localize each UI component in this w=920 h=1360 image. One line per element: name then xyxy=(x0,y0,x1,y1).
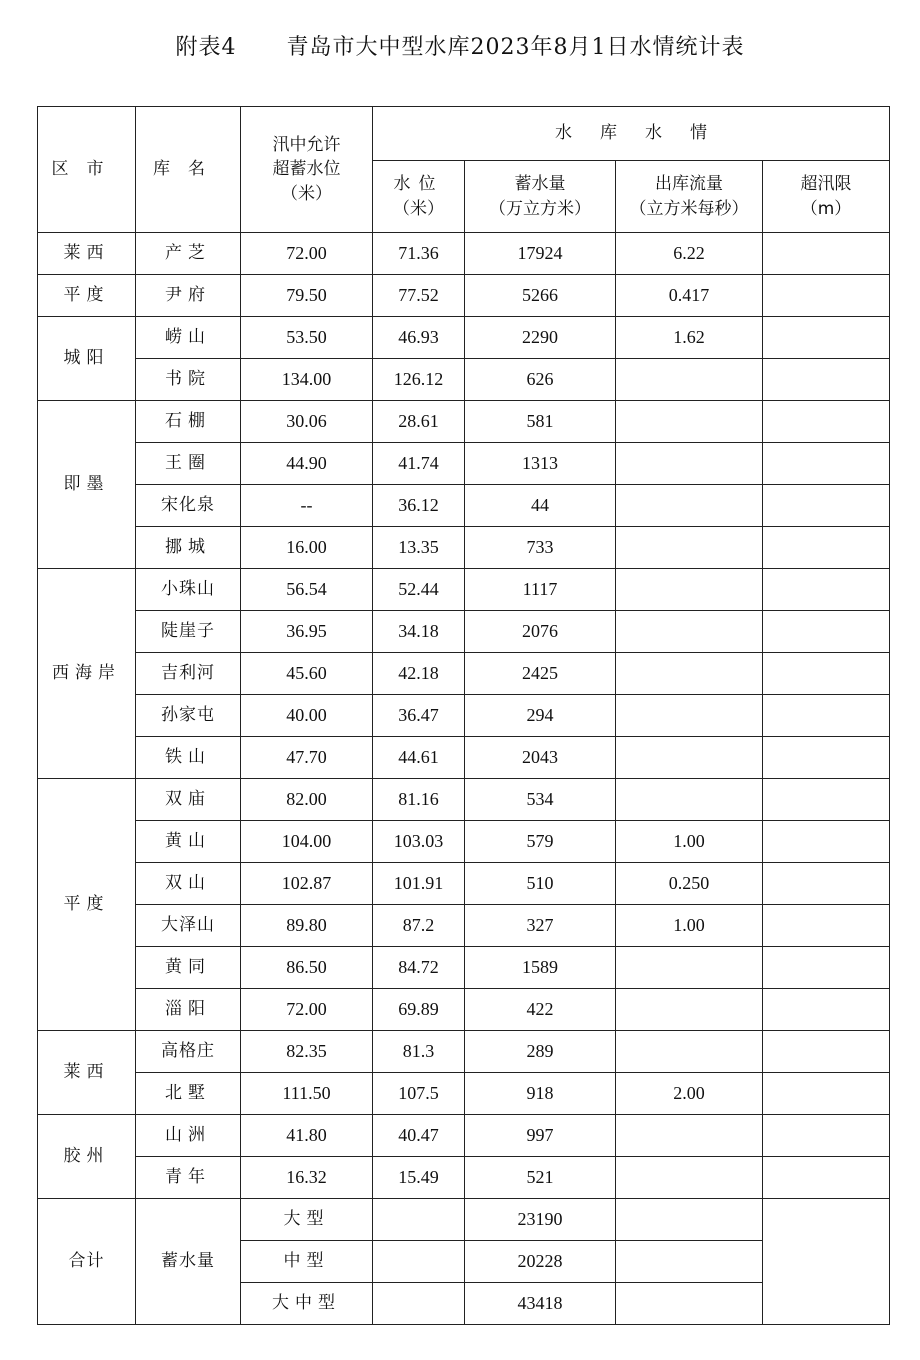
limit-level: -- xyxy=(241,485,373,527)
total-storage: 20228 xyxy=(465,1241,616,1283)
over-limit xyxy=(763,737,890,779)
total-type: 大中型 xyxy=(241,1283,373,1325)
limit-level: 111.50 xyxy=(241,1073,373,1115)
limit-level: 82.00 xyxy=(241,779,373,821)
total-sublabel: 蓄水量 xyxy=(136,1199,241,1325)
total-label: 合计 xyxy=(38,1199,136,1325)
table-row xyxy=(38,1115,890,1157)
outflow: 1.00 xyxy=(616,905,763,947)
reservoir-name: 双山 xyxy=(136,863,241,905)
over-limit xyxy=(763,569,890,611)
table-row xyxy=(38,1073,890,1115)
water-level: 40.47 xyxy=(373,1115,465,1157)
table-row xyxy=(38,611,890,653)
storage: 1117 xyxy=(465,569,616,611)
water-level: 34.18 xyxy=(373,611,465,653)
water-level: 71.36 xyxy=(373,233,465,275)
limit-level: 16.00 xyxy=(241,527,373,569)
limit-level: 47.70 xyxy=(241,737,373,779)
over-limit xyxy=(763,1157,890,1199)
over-limit xyxy=(763,359,890,401)
over-limit xyxy=(763,317,890,359)
table-row xyxy=(38,1157,890,1199)
storage: 579 xyxy=(465,821,616,863)
over-limit xyxy=(763,1073,890,1115)
header-level-line1: 水位 xyxy=(393,173,444,194)
water-level: 36.47 xyxy=(373,695,465,737)
reservoir-name: 青年 xyxy=(136,1157,241,1199)
reservoir-name: 尹府 xyxy=(136,275,241,317)
outflow xyxy=(616,1157,763,1199)
limit-level: 134.00 xyxy=(241,359,373,401)
header-outflow-line1: 出库流量 xyxy=(655,173,723,194)
total-type: 大型 xyxy=(241,1199,373,1241)
table-row xyxy=(38,821,890,863)
header-level xyxy=(373,161,465,233)
header-district: 区市 xyxy=(38,107,136,233)
reservoir-name: 山洲 xyxy=(136,1115,241,1157)
storage: 626 xyxy=(465,359,616,401)
limit-level: 41.80 xyxy=(241,1115,373,1157)
over-limit xyxy=(763,821,890,863)
limit-level: 53.50 xyxy=(241,317,373,359)
table-row xyxy=(38,947,890,989)
limit-level: 45.60 xyxy=(241,653,373,695)
table-row xyxy=(38,653,890,695)
reservoir-name: 高格庄 xyxy=(136,1031,241,1073)
over-limit xyxy=(763,527,890,569)
outflow xyxy=(616,653,763,695)
storage: 5266 xyxy=(465,275,616,317)
storage: 733 xyxy=(465,527,616,569)
header-limit-line1: 汛中允许 xyxy=(272,134,341,155)
district-cell: 城阳 xyxy=(38,317,136,401)
header-over xyxy=(763,161,890,233)
district-cell: 平度 xyxy=(38,779,136,1031)
storage: 521 xyxy=(465,1157,616,1199)
table-row xyxy=(38,317,890,359)
table-row xyxy=(38,401,890,443)
storage: 997 xyxy=(465,1115,616,1157)
reservoir-name: 双庙 xyxy=(136,779,241,821)
table-row xyxy=(38,569,890,611)
header-limit xyxy=(241,107,373,233)
outflow xyxy=(616,737,763,779)
storage: 918 xyxy=(465,1073,616,1115)
limit-level: 40.00 xyxy=(241,695,373,737)
limit-level: 89.80 xyxy=(241,905,373,947)
limit-level: 72.00 xyxy=(241,989,373,1031)
over-limit xyxy=(763,611,890,653)
total-storage: 23190 xyxy=(465,1199,616,1241)
storage: 581 xyxy=(465,401,616,443)
outflow xyxy=(616,359,763,401)
total-type: 中型 xyxy=(241,1241,373,1283)
reservoir-name: 孙家屯 xyxy=(136,695,241,737)
water-level: 69.89 xyxy=(373,989,465,1031)
over-limit xyxy=(763,233,890,275)
header-level-line2: （米） xyxy=(393,198,444,219)
table-row xyxy=(38,779,890,821)
limit-level: 36.95 xyxy=(241,611,373,653)
outflow xyxy=(616,947,763,989)
storage: 510 xyxy=(465,863,616,905)
outflow: 6.22 xyxy=(616,233,763,275)
table-row xyxy=(38,863,890,905)
over-limit xyxy=(763,989,890,1031)
water-level: 44.61 xyxy=(373,737,465,779)
reservoir-name: 挪城 xyxy=(136,527,241,569)
storage: 422 xyxy=(465,989,616,1031)
storage: 44 xyxy=(465,485,616,527)
total-outflow xyxy=(616,1199,763,1241)
total-over xyxy=(763,1199,890,1325)
outflow xyxy=(616,569,763,611)
reservoir-name: 产芝 xyxy=(136,233,241,275)
reservoir-name: 北墅 xyxy=(136,1073,241,1115)
over-limit xyxy=(763,1115,890,1157)
outflow xyxy=(616,989,763,1031)
outflow xyxy=(616,401,763,443)
district-cell: 西海岸 xyxy=(38,569,136,779)
over-limit xyxy=(763,485,890,527)
page-title xyxy=(0,30,920,61)
over-limit xyxy=(763,947,890,989)
district-cell: 莱西 xyxy=(38,233,136,275)
total-storage: 43418 xyxy=(465,1283,616,1325)
table-row xyxy=(38,485,890,527)
header-over-line2: （m） xyxy=(800,198,852,219)
outflow: 1.62 xyxy=(616,317,763,359)
over-limit xyxy=(763,653,890,695)
table-row xyxy=(38,443,890,485)
reservoir-name: 大泽山 xyxy=(136,905,241,947)
water-level: 81.3 xyxy=(373,1031,465,1073)
outflow xyxy=(616,695,763,737)
limit-level: 56.54 xyxy=(241,569,373,611)
reservoir-name: 王圈 xyxy=(136,443,241,485)
total-row xyxy=(38,1199,890,1241)
outflow xyxy=(616,443,763,485)
reservoir-name: 陡崖子 xyxy=(136,611,241,653)
district-cell: 平度 xyxy=(38,275,136,317)
header-group: 水库水情 xyxy=(373,107,890,161)
outflow xyxy=(616,1031,763,1073)
total-level xyxy=(373,1241,465,1283)
over-limit xyxy=(763,1031,890,1073)
water-level: 28.61 xyxy=(373,401,465,443)
storage: 327 xyxy=(465,905,616,947)
outflow xyxy=(616,611,763,653)
water-level: 13.35 xyxy=(373,527,465,569)
table-row xyxy=(38,527,890,569)
storage: 534 xyxy=(465,779,616,821)
over-limit xyxy=(763,401,890,443)
table-row xyxy=(38,1031,890,1073)
title-main: 青岛市大中型水库2023年8月1日水情统计表 xyxy=(286,35,745,60)
reservoir-name: 黄山 xyxy=(136,821,241,863)
table-row xyxy=(38,275,890,317)
district-cell: 即墨 xyxy=(38,401,136,569)
over-limit xyxy=(763,443,890,485)
water-level: 107.5 xyxy=(373,1073,465,1115)
limit-level: 104.00 xyxy=(241,821,373,863)
header-storage xyxy=(465,161,616,233)
outflow xyxy=(616,485,763,527)
over-limit xyxy=(763,863,890,905)
header-limit-line3: （米） xyxy=(281,183,332,204)
storage: 1313 xyxy=(465,443,616,485)
header-limit-line2: 超蓄水位 xyxy=(272,159,341,180)
district-cell: 莱西 xyxy=(38,1031,136,1115)
water-level: 77.52 xyxy=(373,275,465,317)
header-outflow xyxy=(616,161,763,233)
table-row xyxy=(38,695,890,737)
over-limit xyxy=(763,695,890,737)
water-level: 36.12 xyxy=(373,485,465,527)
water-level: 84.72 xyxy=(373,947,465,989)
outflow xyxy=(616,527,763,569)
outflow: 1.00 xyxy=(616,821,763,863)
total-outflow xyxy=(616,1241,763,1283)
water-level: 126.12 xyxy=(373,359,465,401)
storage: 17924 xyxy=(465,233,616,275)
water-level: 87.2 xyxy=(373,905,465,947)
reservoir-name: 吉利河 xyxy=(136,653,241,695)
over-limit xyxy=(763,905,890,947)
reservoir-name: 石棚 xyxy=(136,401,241,443)
table-row xyxy=(38,359,890,401)
table-row xyxy=(38,989,890,1031)
limit-level: 86.50 xyxy=(241,947,373,989)
storage: 2290 xyxy=(465,317,616,359)
reservoir-name: 淄阳 xyxy=(136,989,241,1031)
total-outflow xyxy=(616,1283,763,1325)
water-level: 15.49 xyxy=(373,1157,465,1199)
table-row xyxy=(38,233,890,275)
water-level: 103.03 xyxy=(373,821,465,863)
storage: 2076 xyxy=(465,611,616,653)
limit-level: 79.50 xyxy=(241,275,373,317)
title-prefix: 附表4 xyxy=(175,35,237,60)
reservoir-name: 铁山 xyxy=(136,737,241,779)
header-storage-line2: （万立方米） xyxy=(489,198,591,219)
storage: 289 xyxy=(465,1031,616,1073)
limit-level: 16.32 xyxy=(241,1157,373,1199)
limit-level: 30.06 xyxy=(241,401,373,443)
outflow xyxy=(616,1115,763,1157)
limit-level: 82.35 xyxy=(241,1031,373,1073)
storage: 1589 xyxy=(465,947,616,989)
outflow: 0.250 xyxy=(616,863,763,905)
outflow: 0.417 xyxy=(616,275,763,317)
header-outflow-line2: （立方米每秒） xyxy=(629,198,749,219)
reservoir-name: 小珠山 xyxy=(136,569,241,611)
limit-level: 44.90 xyxy=(241,443,373,485)
over-limit xyxy=(763,275,890,317)
water-level: 42.18 xyxy=(373,653,465,695)
header-storage-line1: 蓄水量 xyxy=(514,173,566,194)
district-cell: 胶州 xyxy=(38,1115,136,1199)
water-level: 41.74 xyxy=(373,443,465,485)
water-level: 46.93 xyxy=(373,317,465,359)
water-level: 101.91 xyxy=(373,863,465,905)
reservoir-name: 黄同 xyxy=(136,947,241,989)
storage: 2425 xyxy=(465,653,616,695)
limit-level: 102.87 xyxy=(241,863,373,905)
total-level xyxy=(373,1199,465,1241)
storage: 294 xyxy=(465,695,616,737)
reservoir-table xyxy=(37,106,890,1325)
over-limit xyxy=(763,779,890,821)
total-level xyxy=(373,1283,465,1325)
reservoir-name: 崂山 xyxy=(136,317,241,359)
reservoir-name: 宋化泉 xyxy=(136,485,241,527)
header-name: 库名 xyxy=(136,107,241,233)
reservoir-name: 书院 xyxy=(136,359,241,401)
water-level: 81.16 xyxy=(373,779,465,821)
limit-level: 72.00 xyxy=(241,233,373,275)
table-row xyxy=(38,737,890,779)
table-row xyxy=(38,905,890,947)
outflow xyxy=(616,779,763,821)
water-level: 52.44 xyxy=(373,569,465,611)
header-over-line1: 超汛限 xyxy=(800,173,852,194)
outflow: 2.00 xyxy=(616,1073,763,1115)
storage: 2043 xyxy=(465,737,616,779)
